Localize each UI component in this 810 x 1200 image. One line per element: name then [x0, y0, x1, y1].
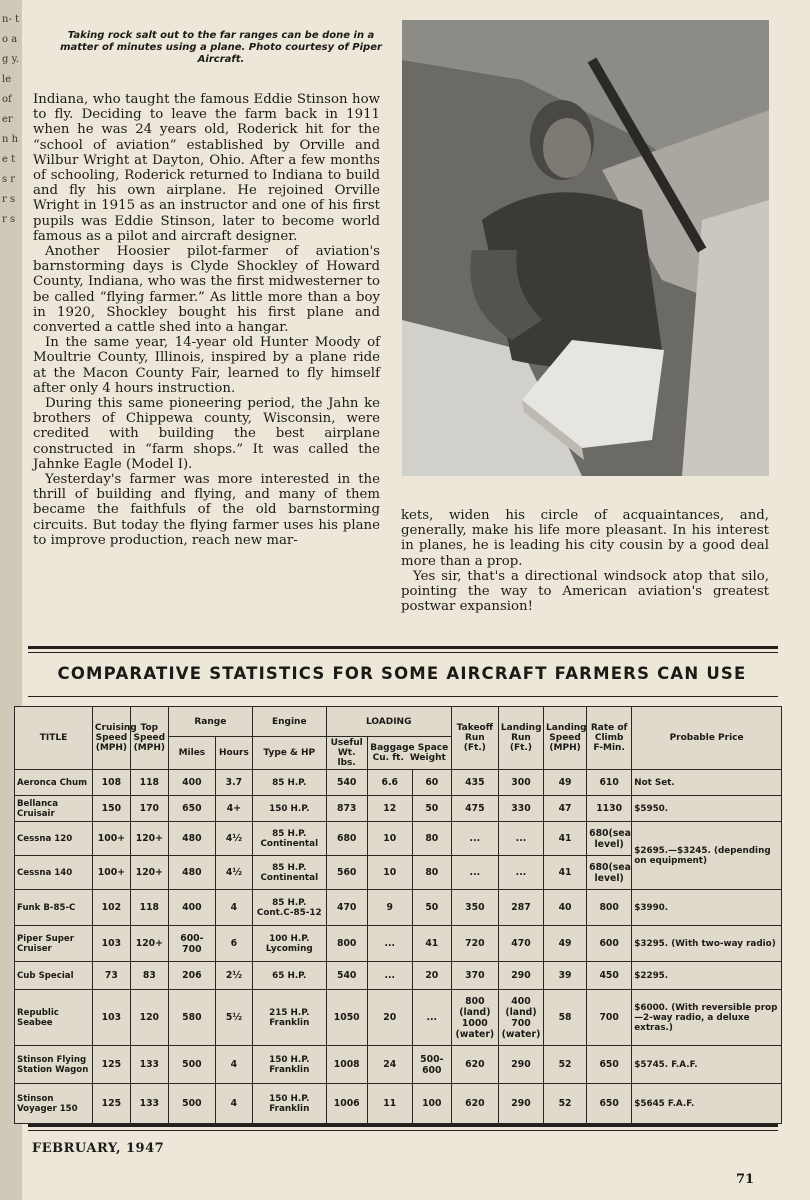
bottom-divider-thin: [28, 1130, 778, 1131]
aircraft-name: Stinson Voyager 150: [15, 1084, 93, 1124]
useful-weight: 540: [326, 962, 367, 990]
engine: 65 H.P.: [252, 962, 326, 990]
useful-weight: 1050: [326, 990, 367, 1046]
photo-caption: Taking rock salt out to the far ranges can be done in a matter of minutes using a plane. Photo courtesy of Piper Aircraft.: [60, 30, 382, 65]
col-range-hours: Hours: [215, 737, 252, 770]
aircraft-name: Bellanca Cruisair: [15, 796, 93, 822]
baggage-weight: 50: [412, 890, 451, 926]
engine: 85 H.P. Continental: [252, 822, 326, 856]
baggage-cuft: ...: [367, 962, 412, 990]
price: $6000. (With reversible prop—2-way radio, a deluxe extras.): [632, 990, 782, 1046]
price: $2295.: [632, 962, 782, 990]
landing-run: 290: [498, 962, 543, 990]
landing-speed: 47: [544, 796, 587, 822]
table-row: [15, 990, 782, 1046]
cruising-speed: 100+: [92, 856, 130, 890]
takeoff-run: 370: [451, 962, 498, 990]
landing-speed: 39: [544, 962, 587, 990]
landing-run: 287: [498, 890, 543, 926]
rate-of-climb: 610: [587, 770, 632, 796]
useful-weight: 1008: [326, 1046, 367, 1084]
table-title: COMPARATIVE STATISTICS FOR SOME AIRCRAFT FARMERS CAN USE: [57, 664, 747, 683]
col-range: Range: [168, 707, 252, 737]
cruising-speed: 73: [92, 962, 130, 990]
rate-of-climb: 680(sea level): [587, 856, 632, 890]
takeoff-run: 350: [451, 890, 498, 926]
rate-of-climb: 680(sea level): [587, 822, 632, 856]
rate-of-climb: 700: [587, 990, 632, 1046]
rate-of-climb: 800: [587, 890, 632, 926]
col-engine-type: Type & HP: [252, 737, 326, 770]
useful-weight: 470: [326, 890, 367, 926]
baggage-weight: 60: [412, 770, 451, 796]
cruising-speed: 125: [92, 1046, 130, 1084]
baggage-cuft: 24: [367, 1046, 412, 1084]
paragraph: In the same year, 14-year old Hunter Moody of Moultrie County, Illinois, inspired by a plane ride at the Macon County Fair, learned to fly himself after only 4 hours instruction.: [33, 335, 380, 396]
landing-speed: 58: [544, 990, 587, 1046]
takeoff-run: 620: [451, 1046, 498, 1084]
baggage-label: Baggage Space: [370, 743, 449, 753]
top-speed: 170: [130, 796, 168, 822]
useful-weight: 680: [326, 822, 367, 856]
range-miles: 206: [168, 962, 215, 990]
baggage-cuft-label: Cu. ft.: [372, 753, 404, 763]
price: $5950.: [632, 796, 782, 822]
range-miles: 600-700: [168, 926, 215, 962]
aircraft-name: Funk B-85-C: [15, 890, 93, 926]
takeoff-run: 720: [451, 926, 498, 962]
price: Not Set.: [632, 770, 782, 796]
baggage-weight: 100: [412, 1084, 451, 1124]
paragraph: Yes sir, that's a directional windsock atop that silo, pointing the way to American aviation's greatest postwar expansion!: [401, 568, 769, 615]
baggage-cuft: 20: [367, 990, 412, 1046]
article-column-left: [33, 92, 380, 548]
col-title: TITLE: [15, 707, 93, 770]
photo-illustration: [402, 20, 769, 476]
landing-run: 400 (land) 700 (water): [498, 990, 543, 1046]
landing-speed: 49: [544, 926, 587, 962]
cruising-speed: 125: [92, 1084, 130, 1124]
col-loading: LOADING: [326, 707, 451, 737]
baggage-cuft: 6.6: [367, 770, 412, 796]
takeoff-run: 800 (land) 1000 (water): [451, 990, 498, 1046]
landing-run: 470: [498, 926, 543, 962]
col-baggage-space: [367, 737, 451, 770]
range-hours: 3.7: [215, 770, 252, 796]
rate-of-climb: 650: [587, 1046, 632, 1084]
landing-run: ...: [498, 856, 543, 890]
takeoff-run: 435: [451, 770, 498, 796]
table-row: [15, 1084, 782, 1124]
aircraft-name: Republic Seabee: [15, 990, 93, 1046]
range-hours: 4: [215, 1084, 252, 1124]
baggage-cuft: ...: [367, 926, 412, 962]
range-hours: 5½: [215, 990, 252, 1046]
engine: 85 H.P.: [252, 770, 326, 796]
bottom-divider: [28, 1124, 778, 1127]
engine: 150 H.P. Franklin: [252, 1084, 326, 1124]
col-probable-price: Probable Price: [632, 707, 782, 770]
paragraph: During this same pioneering period, the Jahn ke brothers of Chippewa county, Wisconsin, were credited with building the best airplane constructed in “farm shops.” It was called the Jahnke Eagle (Model I).: [33, 396, 380, 472]
range-hours: 4: [215, 890, 252, 926]
engine: 150 H.P.: [252, 796, 326, 822]
table-row: [15, 822, 782, 856]
baggage-weight: 80: [412, 822, 451, 856]
baggage-weight: 20: [412, 962, 451, 990]
useful-weight: 800: [326, 926, 367, 962]
top-speed: 118: [130, 890, 168, 926]
top-speed: 83: [130, 962, 168, 990]
paragraph: Indiana, who taught the famous Eddie Stinson how to fly. Deciding to leave the farm back in 1911 when he was 24 years old, Roderick hit for the “school of aviation” established by Orville and Wilbur Wright at Dayton, Ohio. After a few months of schooling, Roderick returned to Indiana to build and fly his own airplane. He rejoined Orville Wright in 1915 as an instructor and one of his first pupils was Eddie Stinson, later to become world famous as a pilot and aircraft designer.: [33, 92, 380, 244]
useful-weight: 560: [326, 856, 367, 890]
top-speed: 133: [130, 1046, 168, 1084]
cruising-speed: 103: [92, 990, 130, 1046]
price: $3295. (With two-way radio): [632, 926, 782, 962]
cruising-speed: 102: [92, 890, 130, 926]
range-hours: 6: [215, 926, 252, 962]
baggage-cuft: 10: [367, 822, 412, 856]
baggage-cuft: 9: [367, 890, 412, 926]
landing-run: 330: [498, 796, 543, 822]
takeoff-run: 620: [451, 1084, 498, 1124]
aircraft-name: Stinson Flying Station Wagon: [15, 1046, 93, 1084]
landing-speed: 40: [544, 890, 587, 926]
col-range-miles: Miles: [168, 737, 215, 770]
table-row: [15, 890, 782, 926]
landing-speed: 52: [544, 1046, 587, 1084]
paragraph: Yesterday's farmer was more interested in the thrill of building and flying, and many of them became the faithfuls of the old barnstorming circuits. But today the flying farmer uses his plane to improve production, reach new mar-: [33, 472, 380, 548]
col-top-speed: Top Speed (MPH): [130, 707, 168, 770]
top-speed: 120+: [130, 822, 168, 856]
baggage-weight-label: Weight: [409, 753, 446, 763]
col-rate-of-climb: Rate of Climb F-Min.: [587, 707, 632, 770]
table-row: [15, 1046, 782, 1084]
engine: 85 H.P. Cont.C-85-12: [252, 890, 326, 926]
baggage-cuft: 12: [367, 796, 412, 822]
baggage-cuft: 10: [367, 856, 412, 890]
range-miles: 500: [168, 1046, 215, 1084]
landing-speed: 52: [544, 1084, 587, 1124]
baggage-weight: 80: [412, 856, 451, 890]
top-speed: 120: [130, 990, 168, 1046]
cruising-speed: 108: [92, 770, 130, 796]
rate-of-climb: 450: [587, 962, 632, 990]
rate-of-climb: 1130: [587, 796, 632, 822]
aircraft-statistics-table: [14, 706, 782, 1124]
rate-of-climb: 600: [587, 926, 632, 962]
engine: 100 H.P. Lycoming: [252, 926, 326, 962]
range-hours: 2½: [215, 962, 252, 990]
landing-speed: 41: [544, 856, 587, 890]
top-speed: 118: [130, 770, 168, 796]
col-cruising-speed: Cruising Speed (MPH): [92, 707, 130, 770]
range-miles: 500: [168, 1084, 215, 1124]
article-column-right: [401, 508, 769, 614]
table-row: [15, 962, 782, 990]
range-miles: 480: [168, 856, 215, 890]
landing-run: 300: [498, 770, 543, 796]
range-hours: 4½: [215, 822, 252, 856]
col-useful-weight: Useful Wt. lbs.: [326, 737, 367, 770]
cruising-speed: 103: [92, 926, 130, 962]
aircraft-name: Cub Special: [15, 962, 93, 990]
rate-of-climb: 650: [587, 1084, 632, 1124]
price: $5745. F.A.F.: [632, 1046, 782, 1084]
paragraph: Another Hoosier pilot-farmer of aviation's barnstorming days is Clyde Shockley of Howard County, Indiana, who was the first midwesterner to be called “flying farmer.” As little more than a boy in 1920, Shockley bought his first plane and converted a cattle shed into a hangar.: [33, 244, 380, 336]
baggage-weight: 41: [412, 926, 451, 962]
baggage-weight: 50: [412, 796, 451, 822]
range-miles: 400: [168, 770, 215, 796]
cruising-speed: 150: [92, 796, 130, 822]
col-landing-speed: Landing Speed (MPH): [544, 707, 587, 770]
paragraph: kets, widen his circle of acquaintances, and, generally, make his life more pleasant. In his interest in planes, he is leading his city cousin by a good deal more than a prop.: [401, 508, 769, 569]
landing-speed: 41: [544, 822, 587, 856]
top-speed: 120+: [130, 856, 168, 890]
range-hours: 4+: [215, 796, 252, 822]
landing-run: 290: [498, 1046, 543, 1084]
engine: 215 H.P. Franklin: [252, 990, 326, 1046]
useful-weight: 1006: [326, 1084, 367, 1124]
range-miles: 480: [168, 822, 215, 856]
range-miles: 650: [168, 796, 215, 822]
col-landing-run: Landing Run (Ft.): [498, 707, 543, 770]
table-row: [15, 770, 782, 796]
engine: 150 H.P. Franklin: [252, 1046, 326, 1084]
table-row: [15, 926, 782, 962]
baggage-weight: 500-600: [412, 1046, 451, 1084]
top-speed: 133: [130, 1084, 168, 1124]
section-divider: [28, 646, 778, 649]
price: $2695.—$3245. (depending on equipment): [632, 822, 782, 890]
range-hours: 4: [215, 1046, 252, 1084]
landing-speed: 49: [544, 770, 587, 796]
table-row: [15, 796, 782, 822]
col-takeoff-run: Takeoff Run (Ft.): [451, 707, 498, 770]
range-miles: 580: [168, 990, 215, 1046]
price: $5645 F.A.F.: [632, 1084, 782, 1124]
baggage-weight: ...: [412, 990, 451, 1046]
cruising-speed: 100+: [92, 822, 130, 856]
price: $3990.: [632, 890, 782, 926]
landing-run: ...: [498, 822, 543, 856]
engine: 85 H.P. Continental: [252, 856, 326, 890]
aircraft-name: Aeronca Chum: [15, 770, 93, 796]
baggage-cuft: 11: [367, 1084, 412, 1124]
takeoff-run: ...: [451, 856, 498, 890]
takeoff-run: 475: [451, 796, 498, 822]
useful-weight: 540: [326, 770, 367, 796]
range-miles: 400: [168, 890, 215, 926]
page-number: 71: [736, 1172, 755, 1187]
aircraft-name: Cessna 140: [15, 856, 93, 890]
margin-fragments: n- to a g y. le of er n h e ts r r s r s: [2, 14, 20, 225]
landing-run: 290: [498, 1084, 543, 1124]
takeoff-run: ...: [451, 822, 498, 856]
issue-date: FEBRUARY, 1947: [32, 1141, 165, 1156]
aircraft-name: Cessna 120: [15, 822, 93, 856]
col-engine-group: Engine: [252, 707, 326, 737]
section-divider-thin: [28, 652, 778, 653]
table-title-rule: [28, 696, 778, 697]
top-speed: 120+: [130, 926, 168, 962]
range-hours: 4½: [215, 856, 252, 890]
useful-weight: 873: [326, 796, 367, 822]
farmer-unloading-salt-photo: [402, 20, 769, 476]
aircraft-name: Piper Super Cruiser: [15, 926, 93, 962]
